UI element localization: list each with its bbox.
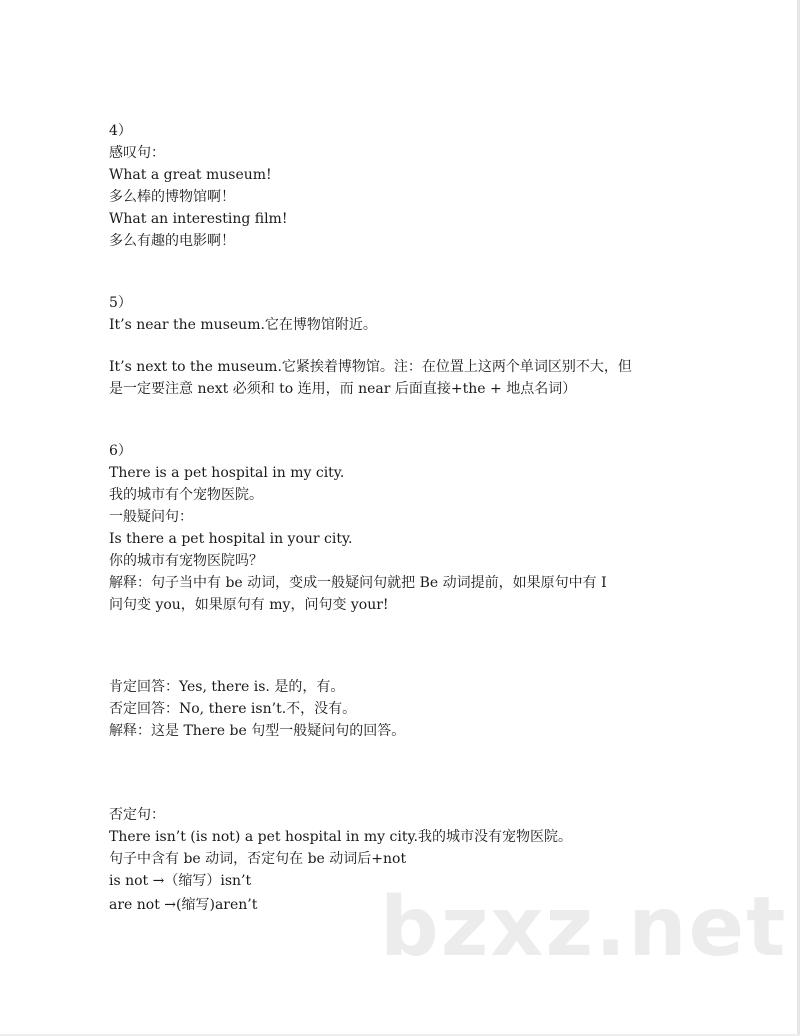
- section-number: 6）: [109, 443, 132, 459]
- text-line: 否定句：: [109, 807, 165, 823]
- text-line: is not →（缩写）isn’t: [109, 873, 252, 889]
- text-line: It’s near the museum.它在博物馆附近。: [109, 317, 377, 333]
- text-line: 多么有趣的电影啊！: [109, 233, 235, 249]
- text-line: 否定回答：No, there isn’t.不，没有。: [109, 701, 357, 717]
- text-line: There isn’t (is not) a pet hospital in my city.我的城市没有宠物医院。: [109, 829, 572, 845]
- text-line: 问句变 you，如果原句有 my，问句变 your!: [109, 597, 389, 613]
- text-line: 我的城市有个宠物医院。: [109, 487, 263, 503]
- text-line: What a great museum!: [109, 167, 272, 183]
- section-number: 4）: [109, 123, 132, 139]
- text-line: It’s next to the museum.它紧挨着博物馆。注：在位置上这两个单词区别不大，但: [109, 359, 632, 375]
- text-line: There is a pet hospital in my city.: [109, 465, 345, 481]
- text-line: 句子中含有 be 动词，否定句在 be 动词后+not: [109, 851, 407, 867]
- text-line: 你的城市有宠物医院吗？: [109, 553, 263, 569]
- text-line: 肯定回答：Yes, there is. 是的，有。: [109, 679, 345, 695]
- text-line: 一般疑问句：: [109, 509, 193, 525]
- section-number: 5）: [109, 295, 132, 311]
- text-line: What an interesting film!: [109, 211, 288, 227]
- watermark: bzxz.net: [380, 880, 788, 975]
- text-line: 多么棒的博物馆啊！: [109, 189, 235, 205]
- text-line: 解释：这是 There be 句型一般疑问句的回答。: [109, 723, 406, 739]
- text-line: Is there a pet hospital in your city.: [109, 531, 353, 547]
- text-line: are not →(缩写)aren’t: [109, 897, 258, 913]
- text-line: 解释：句子当中有 be 动词，变成一般疑问句就把 Be 动词提前，如果原句中有 I: [109, 575, 607, 591]
- text-line: 是一定要注意 next 必须和 to 连用，而 near 后面直接+the + 地点名词）: [109, 381, 577, 397]
- text-line: 感叹句：: [109, 145, 165, 161]
